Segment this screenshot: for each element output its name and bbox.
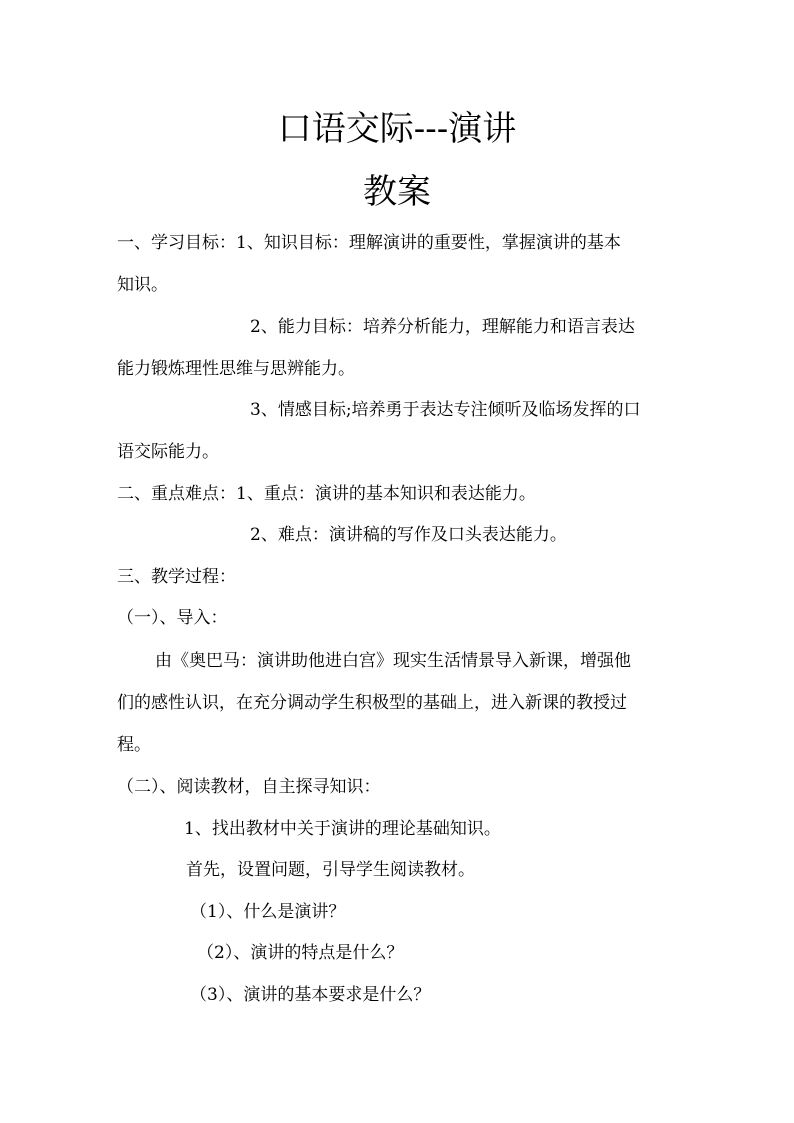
process-heading: 三、教学过程：	[117, 567, 236, 587]
objectives-line-6: 语交际能力。	[117, 442, 219, 462]
intro-para-line-3: 程。	[117, 735, 151, 755]
document-subtitle: 教案	[363, 172, 431, 212]
question-2: （2）、演讲的特点是什么？	[197, 943, 404, 963]
question-3: （3）、演讲的基本要求是什么？	[190, 985, 431, 1005]
objectives-line-3: 2、能力目标：培养分析能力，理解能力和语言表达	[250, 317, 635, 337]
key-points-line-2: 2、难点：演讲稿的写作及口头表达能力。	[250, 525, 567, 545]
key-points-line-1: 二、重点难点：1、重点：演讲的基本知识和表达能力。	[117, 484, 536, 504]
reading-item-1: 1、找出教材中关于演讲的理论基础知识。	[184, 819, 501, 839]
objectives-line-5: 3、情感目标;培养勇于表达专注倾听及临场发挥的口	[250, 400, 641, 420]
objectives-line-1: 一、学习目标：1、知识目标：理解演讲的重要性，掌握演讲的基本	[117, 233, 621, 253]
objectives-line-4: 能力锻炼理性思维与思辨能力。	[117, 359, 355, 379]
objectives-line-2: 知识。	[117, 275, 168, 295]
question-1: （1）、什么是演讲？	[190, 902, 346, 922]
intro-para-line-1: 由《奥巴马：演讲助他进白宫》现实生活情景导入新课，增强他	[155, 651, 631, 671]
intro-heading: （一）、导入：	[117, 608, 228, 628]
reading-heading: （二）、阅读教材，自主探寻知识：	[117, 777, 381, 797]
document-title: 口语交际---演讲	[277, 109, 517, 149]
reading-intro: 首先，设置问题，引导学生阅读教材。	[186, 860, 475, 880]
intro-para-line-2: 们的感性认识，在充分调动学生积极型的基础上，进入新课的教授过	[117, 693, 627, 713]
